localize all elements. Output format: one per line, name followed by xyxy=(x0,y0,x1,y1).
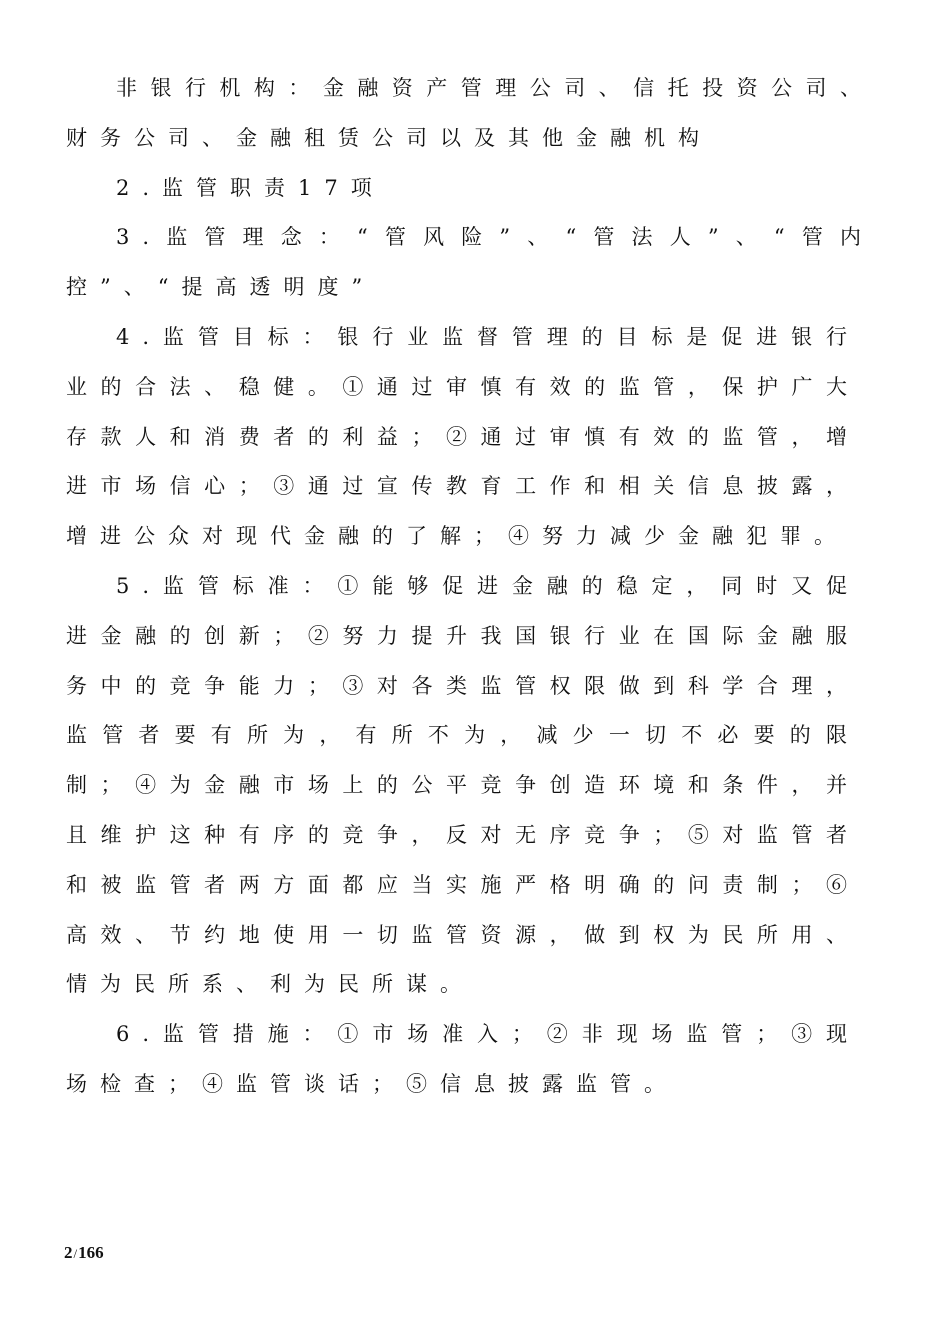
paragraph-supervision-philosophy: 3.监管理念：“管风险”、“管法人”、“管内控”、“提高透明度” xyxy=(66,225,874,300)
current-page-number: 2 xyxy=(64,1243,73,1262)
paragraph-supervision-standards: 5.监管标准：①能够促进金融的稳定，同时又促进金融的创新；②努力提升我国银行业在国际金融服务中的竞争能力；③对各类监管权限做到科学合理，监管者要有所为，有所不为，减少一切不必要的限制；④为金融市场上的公平竞争创造环境和条件，并且维护这种有序的竞争，反对无序竞争；⑤对监管者和被监管者两方面都应当实施严格明确的问责制；⑥高效、节约地使用一切监管资源，做到权为民所用、情为民所系、利为民所谋。 xyxy=(66,573,860,997)
paragraph-supervision-duties: 2.监管职责17项 xyxy=(116,175,385,200)
page-number xyxy=(64,1243,104,1263)
paragraph-nonbank-institutions: 非银行机构：金融资产管理公司、信托投资公司、财务公司、金融租赁公司以及其他金融机构 xyxy=(66,76,874,150)
paragraph-supervision-measures: 6.监管措施：①市场准入；②非现场监管；③现场检查；④监管谈话；⑤信息披露监管。 xyxy=(66,1022,860,1096)
total-page-count: 166 xyxy=(78,1243,104,1262)
page-separator: / xyxy=(73,1246,78,1261)
paragraph-supervision-goals: 4.监管目标：银行业监督管理的目标是促进银行业的合法、稳健。①通过审慎有效的监管，保护广大存款人和消费者的利益；②通过审慎有效的监管，增进市场信心；③通过宣传教育工作和相关信息披露，增进公众对现代金融的了解；④努力减少金融犯罪。 xyxy=(66,324,860,549)
document-body xyxy=(66,64,874,1110)
